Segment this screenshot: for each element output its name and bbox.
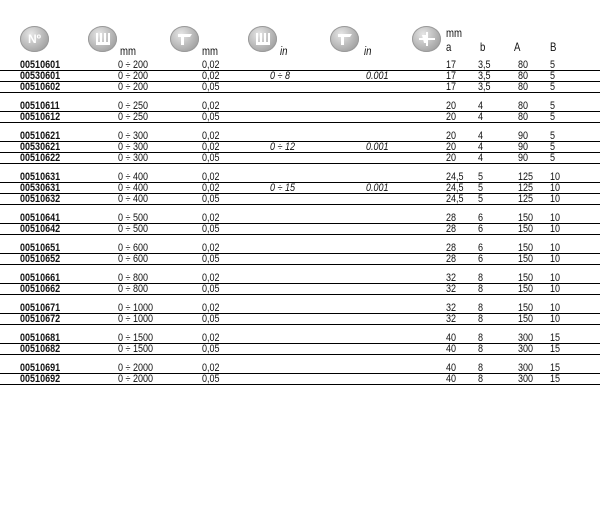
reading-in-cell: 0.001 <box>366 182 389 194</box>
article-number-cell: 00510651 <box>20 242 61 254</box>
dim-A-cell: 300 <box>518 373 534 385</box>
table-row <box>0 194 600 205</box>
dim-A-cell: 80 <box>518 59 529 71</box>
dim-a-cell: 17 <box>446 70 457 82</box>
dim-A-cell: 80 <box>518 111 529 123</box>
reading-mm-cell: 0,05 <box>202 313 220 325</box>
caliper-jaws-inch-icon <box>248 26 277 52</box>
dim-b-cell: 3,5 <box>478 81 491 93</box>
dim-A-cell: 125 <box>518 182 534 194</box>
dim-a-cell: 40 <box>446 332 457 344</box>
dim-b-cell: 6 <box>478 242 484 254</box>
table-row <box>0 224 600 235</box>
dim-b-cell: 3,5 <box>478 70 491 82</box>
reading-mm-cell: 0,02 <box>202 130 220 142</box>
dim-a-cell: 20 <box>446 130 457 142</box>
reading-mm-cell: 0,05 <box>202 152 220 164</box>
row-group <box>0 172 600 205</box>
table-row <box>0 344 600 355</box>
row-group <box>0 333 600 355</box>
dim-a-cell: 17 <box>446 59 457 71</box>
measuring-range-mm-cell: 0 ÷ 400 <box>118 193 149 205</box>
article-number-cell: 00510681 <box>20 332 61 344</box>
article-number-cell: 00530601 <box>20 70 61 82</box>
measuring-range-mm-cell: 0 ÷ 400 <box>118 171 149 183</box>
dim-B-cell: 10 <box>550 223 561 235</box>
measuring-range-mm-cell: 0 ÷ 600 <box>118 253 149 265</box>
article-number-cell: 00510631 <box>20 171 61 183</box>
dim-a-cell: 24,5 <box>446 182 464 194</box>
dim-a-cell: 20 <box>446 111 457 123</box>
dim-a-cell: 40 <box>446 343 457 355</box>
dim-B-cell: 10 <box>550 212 561 224</box>
dim-B-cell: 5 <box>550 130 556 142</box>
col-b-label: b <box>480 40 486 54</box>
dim-a-cell: 17 <box>446 81 457 93</box>
article-number-cell: 00510612 <box>20 111 61 123</box>
dim-B-cell: 15 <box>550 332 561 344</box>
table-row <box>0 273 600 284</box>
reading-mm-cell: 0,02 <box>202 362 220 374</box>
measuring-range-mm-cell: 0 ÷ 1000 <box>118 313 154 325</box>
dim-b-cell: 4 <box>478 152 484 164</box>
dim-a-cell: 32 <box>446 302 457 314</box>
table-header <box>0 22 600 58</box>
dim-b-cell: 8 <box>478 332 484 344</box>
product-table <box>0 60 600 393</box>
dim-A-cell: 90 <box>518 130 529 142</box>
dim-a-cell: 32 <box>446 313 457 325</box>
reading-mm-cell: 0,02 <box>202 171 220 183</box>
dim-a-cell: 28 <box>446 242 457 254</box>
article-number-cell: 00510611 <box>20 100 60 112</box>
dim-b-cell: 5 <box>478 182 484 194</box>
table-row <box>0 303 600 314</box>
dim-b-cell: 8 <box>478 373 484 385</box>
dim-a-cell: 40 <box>446 373 457 385</box>
article-number-label: Nº <box>27 32 42 46</box>
row-group <box>0 273 600 295</box>
dim-b-cell: 6 <box>478 212 484 224</box>
table-row <box>0 363 600 374</box>
dim-a-cell: 28 <box>446 212 457 224</box>
dim-B-cell: 10 <box>550 313 561 325</box>
reading-in-cell: 0.001 <box>366 141 389 153</box>
dim-a-cell: 32 <box>446 272 457 284</box>
article-number-cell: 00510601 <box>20 59 61 71</box>
article-number-cell: 00510662 <box>20 283 61 295</box>
dim-A-cell: 150 <box>518 253 534 265</box>
dim-b-cell: 8 <box>478 313 484 325</box>
vernier-scale-inch-icon <box>330 26 359 52</box>
measuring-range-mm-cell: 0 ÷ 300 <box>118 152 149 164</box>
reading-mm-cell: 0,02 <box>202 242 220 254</box>
dim-b-cell: 4 <box>478 141 484 153</box>
table-row <box>0 213 600 224</box>
dim-b-cell: 3,5 <box>478 59 491 71</box>
dim-A-cell: 300 <box>518 362 534 374</box>
dim-a-cell: 32 <box>446 283 457 295</box>
dim-a-cell: 24,5 <box>446 193 464 205</box>
reading-mm-cell: 0,05 <box>202 343 220 355</box>
article-number-cell: 00510641 <box>20 212 61 224</box>
reading-unit-mm: mm <box>202 44 218 58</box>
table-row <box>0 131 600 142</box>
dim-A-cell: 150 <box>518 242 534 254</box>
dimension-unit-mm: mm <box>446 26 462 40</box>
dim-B-cell: 10 <box>550 302 561 314</box>
reading-mm-cell: 0,02 <box>202 212 220 224</box>
measuring-range-mm-cell: 0 ÷ 300 <box>118 130 149 142</box>
measuring-range-mm-cell: 0 ÷ 200 <box>118 70 149 82</box>
dim-a-cell: 40 <box>446 362 457 374</box>
article-number-cell: 00510632 <box>20 193 61 205</box>
dim-b-cell: 6 <box>478 253 484 265</box>
table-row <box>0 142 600 153</box>
measuring-range-mm-cell: 0 ÷ 500 <box>118 212 149 224</box>
measuring-range-mm-cell: 0 ÷ 2000 <box>118 373 154 385</box>
dim-b-cell: 5 <box>478 171 484 183</box>
row-group <box>0 243 600 265</box>
measuring-range-mm-cell: 0 ÷ 600 <box>118 242 149 254</box>
reading-mm-cell: 0,02 <box>202 70 220 82</box>
dim-B-cell: 15 <box>550 362 561 374</box>
reading-mm-cell: 0,02 <box>202 332 220 344</box>
article-number-cell: 00510652 <box>20 253 61 265</box>
col-B-label: B <box>550 40 557 54</box>
range-unit-in: in <box>280 44 288 58</box>
article-number-cell: 00530631 <box>20 182 61 194</box>
dim-A-cell: 300 <box>518 343 534 355</box>
reading-mm-cell: 0,05 <box>202 283 220 295</box>
measuring-range-mm-cell: 0 ÷ 300 <box>118 141 149 153</box>
table-row <box>0 112 600 123</box>
article-number-cell: 00530621 <box>20 141 61 153</box>
table-row <box>0 284 600 295</box>
dim-B-cell: 10 <box>550 242 561 254</box>
caliper-jaws-icon <box>88 26 117 52</box>
dim-A-cell: 150 <box>518 302 534 314</box>
dim-A-cell: 150 <box>518 212 534 224</box>
article-number-cell: 00510672 <box>20 313 61 325</box>
measuring-range-mm-cell: 0 ÷ 200 <box>118 59 149 71</box>
table-row <box>0 172 600 183</box>
measuring-range-in-cell: 0 ÷ 8 <box>270 70 291 82</box>
table-row <box>0 374 600 385</box>
dim-B-cell: 10 <box>550 182 561 194</box>
article-number-cell: 00510622 <box>20 152 61 164</box>
dim-A-cell: 125 <box>518 171 534 183</box>
table-row <box>0 243 600 254</box>
dim-B-cell: 5 <box>550 81 556 93</box>
table-row <box>0 333 600 344</box>
dim-B-cell: 10 <box>550 193 561 205</box>
reading-mm-cell: 0,02 <box>202 272 220 284</box>
dim-A-cell: 90 <box>518 152 529 164</box>
dim-B-cell: 10 <box>550 171 561 183</box>
dim-A-cell: 150 <box>518 272 534 284</box>
reading-mm-cell: 0,02 <box>202 59 220 71</box>
reading-mm-cell: 0,05 <box>202 373 220 385</box>
table-row <box>0 82 600 93</box>
dim-b-cell: 4 <box>478 100 484 112</box>
dim-a-cell: 28 <box>446 223 457 235</box>
vernier-scale-icon <box>170 26 199 52</box>
article-number-cell: 00510682 <box>20 343 61 355</box>
measuring-range-mm-cell: 0 ÷ 800 <box>118 283 149 295</box>
row-group <box>0 213 600 235</box>
article-number-cell: 00510691 <box>20 362 61 374</box>
article-number-cell: 00510692 <box>20 373 61 385</box>
table-row <box>0 153 600 164</box>
dim-b-cell: 4 <box>478 111 484 123</box>
dim-B-cell: 5 <box>550 100 556 112</box>
reading-mm-cell: 0,02 <box>202 302 220 314</box>
article-number-cell: 00510671 <box>20 302 61 314</box>
measuring-range-mm-cell: 0 ÷ 500 <box>118 223 149 235</box>
reading-mm-cell: 0,05 <box>202 253 220 265</box>
dim-B-cell: 5 <box>550 111 556 123</box>
dim-B-cell: 5 <box>550 59 556 71</box>
reading-mm-cell: 0,05 <box>202 81 220 93</box>
measuring-range-mm-cell: 0 ÷ 250 <box>118 100 149 112</box>
reading-unit-in: in <box>364 44 372 58</box>
dim-B-cell: 5 <box>550 141 556 153</box>
dim-a-cell: 20 <box>446 141 457 153</box>
measuring-range-mm-cell: 0 ÷ 1000 <box>118 302 154 314</box>
col-A-label: A <box>514 40 521 54</box>
dim-b-cell: 5 <box>478 193 484 205</box>
row-group <box>0 60 600 93</box>
measuring-range-mm-cell: 0 ÷ 1500 <box>118 343 154 355</box>
dim-b-cell: 8 <box>478 343 484 355</box>
dim-a-cell: 20 <box>446 152 457 164</box>
col-a-label: a <box>446 40 452 54</box>
range-unit-mm: mm <box>120 44 136 58</box>
dim-B-cell: 5 <box>550 70 556 82</box>
dim-b-cell: 4 <box>478 130 484 142</box>
reading-in-cell: 0.001 <box>366 70 389 82</box>
article-number-cell: 00510642 <box>20 223 61 235</box>
dim-A-cell: 80 <box>518 100 529 112</box>
dim-A-cell: 150 <box>518 313 534 325</box>
article-number-cell: 00510602 <box>20 81 61 93</box>
article-number-cell: 00510621 <box>20 130 61 142</box>
table-row <box>0 71 600 82</box>
dim-A-cell: 80 <box>518 81 529 93</box>
dim-a-cell: 24,5 <box>446 171 464 183</box>
article-number-icon <box>20 26 49 52</box>
dim-B-cell: 10 <box>550 283 561 295</box>
dim-a-cell: 20 <box>446 100 457 112</box>
row-group <box>0 363 600 385</box>
dim-b-cell: 8 <box>478 272 484 284</box>
reading-mm-cell: 0,02 <box>202 182 220 194</box>
row-group <box>0 303 600 325</box>
measuring-range-in-cell: 0 ÷ 15 <box>270 182 296 194</box>
dim-B-cell: 10 <box>550 272 561 284</box>
dim-A-cell: 300 <box>518 332 534 344</box>
dim-b-cell: 8 <box>478 283 484 295</box>
measuring-range-mm-cell: 0 ÷ 250 <box>118 111 149 123</box>
table-row <box>0 101 600 112</box>
article-number-cell: 00510661 <box>20 272 61 284</box>
reading-mm-cell: 0,05 <box>202 193 220 205</box>
dim-A-cell: 80 <box>518 70 529 82</box>
dimensions-icon <box>412 26 441 52</box>
dim-A-cell: 90 <box>518 141 529 153</box>
dim-b-cell: 6 <box>478 223 484 235</box>
dim-A-cell: 150 <box>518 223 534 235</box>
dim-a-cell: 28 <box>446 253 457 265</box>
dim-B-cell: 15 <box>550 343 561 355</box>
measuring-range-in-cell: 0 ÷ 12 <box>270 141 296 153</box>
reading-mm-cell: 0,05 <box>202 223 220 235</box>
dim-b-cell: 8 <box>478 302 484 314</box>
measuring-range-mm-cell: 0 ÷ 1500 <box>118 332 154 344</box>
reading-mm-cell: 0,02 <box>202 141 220 153</box>
dim-B-cell: 5 <box>550 152 556 164</box>
reading-mm-cell: 0,02 <box>202 100 220 112</box>
table-row <box>0 60 600 71</box>
reading-mm-cell: 0,05 <box>202 111 220 123</box>
row-group <box>0 101 600 123</box>
row-group <box>0 131 600 164</box>
dim-B-cell: 10 <box>550 253 561 265</box>
measuring-range-mm-cell: 0 ÷ 2000 <box>118 362 154 374</box>
dim-b-cell: 8 <box>478 362 484 374</box>
table-row <box>0 254 600 265</box>
table-row <box>0 314 600 325</box>
dim-A-cell: 150 <box>518 283 534 295</box>
measuring-range-mm-cell: 0 ÷ 400 <box>118 182 149 194</box>
dim-B-cell: 15 <box>550 373 561 385</box>
measuring-range-mm-cell: 0 ÷ 800 <box>118 272 149 284</box>
dim-A-cell: 125 <box>518 193 534 205</box>
table-row <box>0 183 600 194</box>
measuring-range-mm-cell: 0 ÷ 200 <box>118 81 149 93</box>
